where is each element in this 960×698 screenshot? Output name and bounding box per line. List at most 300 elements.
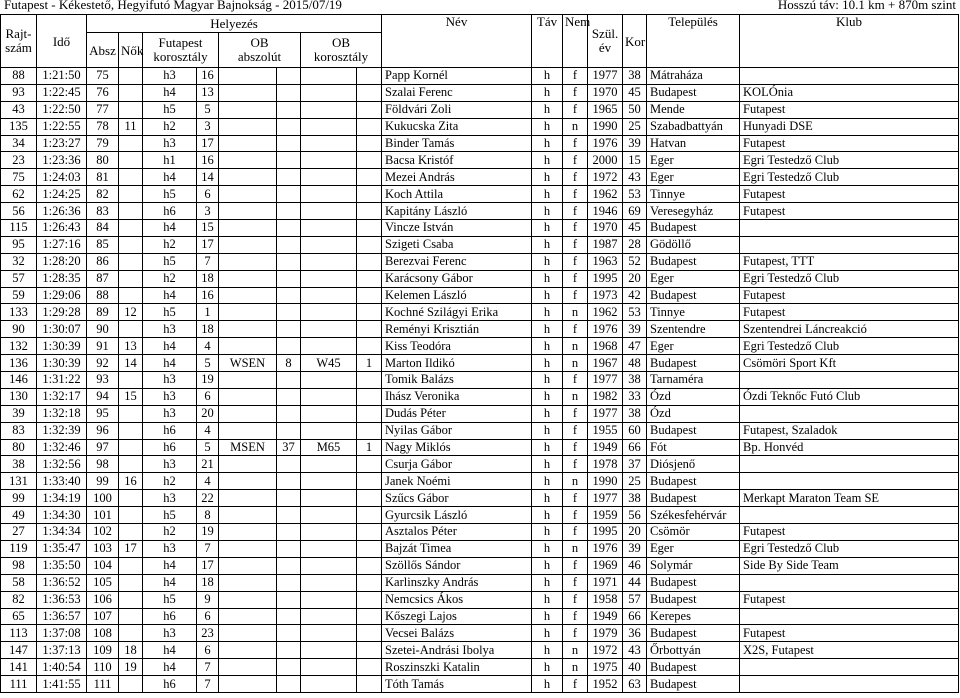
cell-klub (740, 659, 959, 676)
table-row (1, 287, 959, 304)
cell-ob-abs-kat (219, 405, 277, 422)
cell-tav: h (532, 84, 563, 101)
cell-kor: 53 (623, 186, 647, 203)
cell-ob-kor-kat (301, 388, 357, 405)
cell-szul-ev: 1990 (588, 118, 623, 135)
cell-nok (119, 253, 143, 270)
cell-klub: Futapest (740, 625, 959, 642)
cell-telepules: Veresegyház (647, 203, 740, 220)
event-title: Futapest - Kékestető, Hegyifutó Magyar Bajnokság - 2015/07/19 (4, 0, 342, 12)
cell-nem: f (563, 101, 588, 118)
cell-szul-ev: 1963 (588, 253, 623, 270)
cell-telepules: Budapest (647, 253, 740, 270)
cell-tav: h (532, 372, 563, 389)
cell-kor-helyezes: 20 (197, 405, 219, 422)
cell-nem: f (563, 439, 588, 456)
cell-kor-helyezes: 4 (197, 338, 219, 355)
cell-kor-csoport: h2 (143, 524, 197, 541)
cell-rajtszam: 58 (1, 574, 37, 591)
cell-ob-abs-hely (277, 456, 301, 473)
cell-ob-abs-hely (277, 304, 301, 321)
cell-kor: 45 (623, 220, 647, 237)
cell-nev: Nagy Miklós (382, 439, 532, 456)
table-row (1, 659, 959, 676)
cell-ob-abs-hely (277, 270, 301, 287)
col-klub: Klub (740, 15, 959, 68)
cell-szul-ev: 1977 (588, 68, 623, 85)
cell-telepules: Kerepes (647, 608, 740, 625)
cell-szul-ev: 1982 (588, 388, 623, 405)
cell-telepules: Budapest (647, 625, 740, 642)
cell-rajtszam: 99 (1, 490, 37, 507)
cell-nem: f (563, 135, 588, 152)
table-row (1, 169, 959, 186)
cell-ob-abs-kat (219, 574, 277, 591)
cell-ob-abs-hely (277, 591, 301, 608)
cell-nem: n (563, 118, 588, 135)
cell-tav: h (532, 524, 563, 541)
cell-kor-csoport: h4 (143, 169, 197, 186)
cell-telepules: Szabadbattyán (647, 118, 740, 135)
cell-ob-abs-kat (219, 236, 277, 253)
cell-rajtszam: 34 (1, 135, 37, 152)
cell-ob-kor-kat (301, 574, 357, 591)
cell-absz: 81 (87, 169, 119, 186)
cell-absz: 84 (87, 220, 119, 237)
cell-telepules: Csömör (647, 524, 740, 541)
col-nok: Nők (119, 33, 143, 68)
cell-rajtszam: 65 (1, 608, 37, 625)
cell-nem: f (563, 321, 588, 338)
cell-rajtszam: 32 (1, 253, 37, 270)
cell-tav: h (532, 321, 563, 338)
cell-klub: Ózdi Teknőc Futó Club (740, 388, 959, 405)
cell-rajtszam: 93 (1, 84, 37, 101)
cell-ob-abs-kat (219, 591, 277, 608)
cell-kor-csoport: h5 (143, 186, 197, 203)
col-tav: Táv (532, 15, 563, 68)
cell-klub (740, 236, 959, 253)
cell-rajtszam: 59 (1, 287, 37, 304)
cell-ido: 1:30:39 (37, 338, 87, 355)
cell-nok (119, 236, 143, 253)
cell-absz: 85 (87, 236, 119, 253)
table-row (1, 338, 959, 355)
cell-ob-kor-hely (357, 338, 382, 355)
table-row (1, 236, 959, 253)
col-ob-abszolut: OB abszolút (219, 33, 301, 68)
cell-kor-helyezes: 18 (197, 321, 219, 338)
cell-kor-csoport: h4 (143, 574, 197, 591)
cell-klub: Futapest (740, 591, 959, 608)
cell-nem: f (563, 574, 588, 591)
cell-ob-abs-kat (219, 422, 277, 439)
cell-kor-helyezes: 4 (197, 422, 219, 439)
cell-ob-abs-hely (277, 186, 301, 203)
cell-kor-csoport: h3 (143, 405, 197, 422)
cell-kor-helyezes: 17 (197, 236, 219, 253)
cell-ob-abs-kat (219, 659, 277, 676)
cell-rajtszam: 39 (1, 405, 37, 422)
cell-nev: Kiss Teodóra (382, 338, 532, 355)
cell-ob-kor-hely (357, 101, 382, 118)
cell-kor: 25 (623, 118, 647, 135)
cell-kor: 63 (623, 676, 647, 693)
cell-nev: Szetei-Andrási Ibolya (382, 642, 532, 659)
cell-rajtszam: 83 (1, 422, 37, 439)
cell-nev: Gyurcsik László (382, 507, 532, 524)
cell-szul-ev: 1990 (588, 473, 623, 490)
cell-telepules: Fót (647, 439, 740, 456)
cell-ob-kor-hely (357, 659, 382, 676)
cell-kor: 33 (623, 388, 647, 405)
cell-ob-abs-kat (219, 253, 277, 270)
cell-kor-helyezes: 17 (197, 135, 219, 152)
cell-klub: Futapest (740, 101, 959, 118)
cell-tav: h (532, 355, 563, 372)
cell-nev: Karácsony Gábor (382, 270, 532, 287)
cell-telepules: Budapest (647, 676, 740, 693)
table-row (1, 676, 959, 693)
cell-klub (740, 473, 959, 490)
table-row (1, 439, 959, 456)
cell-nok (119, 608, 143, 625)
cell-kor-helyezes: 3 (197, 118, 219, 135)
cell-klub: Egri Testedző Club (740, 169, 959, 186)
cell-nem: f (563, 507, 588, 524)
cell-szul-ev: 1970 (588, 84, 623, 101)
cell-klub: Egri Testedző Club (740, 152, 959, 169)
cell-ob-kor-hely (357, 405, 382, 422)
cell-kor-helyezes: 6 (197, 642, 219, 659)
cell-kor-csoport: h4 (143, 220, 197, 237)
cell-tav: h (532, 186, 563, 203)
table-row (1, 304, 959, 321)
cell-nem: n (563, 540, 588, 557)
cell-kor: 38 (623, 405, 647, 422)
cell-nev: Nemcsics Ákos (382, 591, 532, 608)
cell-kor: 44 (623, 574, 647, 591)
cell-kor: 52 (623, 253, 647, 270)
table-row (1, 574, 959, 591)
cell-nok (119, 270, 143, 287)
table-row (1, 456, 959, 473)
cell-ob-abs-kat (219, 456, 277, 473)
cell-ob-kor-kat (301, 338, 357, 355)
cell-ob-abs-hely (277, 524, 301, 541)
cell-ob-abs-kat (219, 203, 277, 220)
cell-telepules: Szentendre (647, 321, 740, 338)
cell-nok (119, 321, 143, 338)
cell-klub: Merkapt Maraton Team SE (740, 490, 959, 507)
cell-rajtszam: 115 (1, 220, 37, 237)
cell-absz: 96 (87, 422, 119, 439)
cell-ob-abs-kat (219, 608, 277, 625)
cell-ob-kor-hely (357, 84, 382, 101)
cell-ob-abs-kat: WSEN (219, 355, 277, 372)
table-row (1, 557, 959, 574)
cell-ob-kor-kat (301, 608, 357, 625)
cell-absz: 87 (87, 270, 119, 287)
cell-tav: h (532, 625, 563, 642)
cell-kor-csoport: h3 (143, 540, 197, 557)
cell-tav: h (532, 388, 563, 405)
cell-ob-abs-hely (277, 473, 301, 490)
cell-nok (119, 574, 143, 591)
cell-klub (740, 456, 959, 473)
cell-kor-helyezes: 4 (197, 473, 219, 490)
cell-ob-kor-hely (357, 304, 382, 321)
cell-nev: Mezei András (382, 169, 532, 186)
cell-kor-csoport: h5 (143, 253, 197, 270)
cell-telepules: Eger (647, 270, 740, 287)
cell-ob-kor-kat (301, 540, 357, 557)
cell-ido: 1:36:57 (37, 608, 87, 625)
table-row (1, 507, 959, 524)
cell-ob-kor-hely: 1 (357, 439, 382, 456)
cell-klub: Futapest (740, 287, 959, 304)
cell-ob-kor-hely (357, 608, 382, 625)
cell-kor-csoport: h6 (143, 422, 197, 439)
cell-ob-kor-kat: W45 (301, 355, 357, 372)
cell-ob-abs-hely (277, 287, 301, 304)
cell-szul-ev: 1976 (588, 540, 623, 557)
cell-absz: 75 (87, 68, 119, 85)
cell-absz: 93 (87, 372, 119, 389)
cell-nok (119, 490, 143, 507)
cell-rajtszam: 136 (1, 355, 37, 372)
cell-rajtszam: 80 (1, 439, 37, 456)
cell-ob-abs-hely (277, 676, 301, 693)
cell-telepules: Ózd (647, 405, 740, 422)
cell-rajtszam: 90 (1, 321, 37, 338)
cell-nok: 16 (119, 473, 143, 490)
cell-ob-kor-hely (357, 253, 382, 270)
cell-kor-csoport: h6 (143, 608, 197, 625)
cell-nev: Vecsei Balázs (382, 625, 532, 642)
cell-ido: 1:37:13 (37, 642, 87, 659)
cell-kor-helyezes: 7 (197, 659, 219, 676)
cell-tav: h (532, 574, 563, 591)
cell-telepules: Ózd (647, 388, 740, 405)
cell-ob-kor-kat (301, 253, 357, 270)
cell-ob-abs-kat (219, 304, 277, 321)
cell-szul-ev: 1972 (588, 642, 623, 659)
cell-absz: 90 (87, 321, 119, 338)
cell-nok (119, 439, 143, 456)
cell-ob-kor-hely (357, 473, 382, 490)
cell-ob-kor-hely (357, 456, 382, 473)
cell-rajtszam: 147 (1, 642, 37, 659)
cell-ob-abs-hely (277, 236, 301, 253)
cell-ido: 1:24:25 (37, 186, 87, 203)
cell-nem: n (563, 642, 588, 659)
cell-ob-abs-kat (219, 68, 277, 85)
cell-klub: Futapest (740, 135, 959, 152)
cell-nem: f (563, 372, 588, 389)
cell-szul-ev: 1977 (588, 405, 623, 422)
cell-szul-ev: 1965 (588, 101, 623, 118)
cell-ob-kor-kat (301, 236, 357, 253)
cell-klub: Futapest (740, 524, 959, 541)
cell-szul-ev: 1955 (588, 422, 623, 439)
cell-ido: 1:36:52 (37, 574, 87, 591)
cell-nem: n (563, 304, 588, 321)
cell-kor-helyezes: 21 (197, 456, 219, 473)
cell-klub (740, 507, 959, 524)
table-row (1, 422, 959, 439)
cell-nem: n (563, 338, 588, 355)
cell-szul-ev: 1959 (588, 507, 623, 524)
cell-kor-csoport: h6 (143, 439, 197, 456)
cell-szul-ev: 1946 (588, 203, 623, 220)
cell-nok (119, 203, 143, 220)
cell-ob-kor-hely (357, 676, 382, 693)
results-table (0, 14, 959, 693)
cell-rajtszam: 119 (1, 540, 37, 557)
cell-szul-ev: 1949 (588, 439, 623, 456)
cell-nev: Földvári Zoli (382, 101, 532, 118)
cell-nok (119, 591, 143, 608)
cell-tav: h (532, 456, 563, 473)
cell-telepules: Budapest (647, 490, 740, 507)
cell-ido: 1:26:43 (37, 220, 87, 237)
cell-klub (740, 676, 959, 693)
cell-tav: h (532, 557, 563, 574)
cell-tav: h (532, 236, 563, 253)
cell-klub (740, 68, 959, 85)
cell-tav: h (532, 152, 563, 169)
cell-telepules: Eger (647, 540, 740, 557)
cell-ob-abs-hely (277, 321, 301, 338)
cell-tav: h (532, 676, 563, 693)
cell-nev: Bajzát Timea (382, 540, 532, 557)
cell-ido: 1:21:50 (37, 68, 87, 85)
cell-nev: Reményi Krisztián (382, 321, 532, 338)
cell-kor-helyezes: 16 (197, 287, 219, 304)
cell-tav: h (532, 270, 563, 287)
table-row (1, 186, 959, 203)
cell-ob-abs-kat: MSEN (219, 439, 277, 456)
table-row (1, 253, 959, 270)
cell-kor-csoport: h4 (143, 287, 197, 304)
cell-kor-csoport: h2 (143, 270, 197, 287)
cell-ob-kor-kat (301, 220, 357, 237)
cell-ob-kor-hely (357, 169, 382, 186)
cell-szul-ev: 1968 (588, 338, 623, 355)
cell-kor-csoport: h5 (143, 304, 197, 321)
cell-nev: Szigeti Csaba (382, 236, 532, 253)
cell-kor-csoport: h5 (143, 101, 197, 118)
table-row (1, 388, 959, 405)
cell-ob-kor-hely (357, 287, 382, 304)
cell-kor-csoport: h3 (143, 490, 197, 507)
cell-ob-kor-hely (357, 625, 382, 642)
cell-ob-abs-hely (277, 84, 301, 101)
cell-ob-kor-kat (301, 84, 357, 101)
cell-rajtszam: 56 (1, 203, 37, 220)
cell-klub: Csömöri Sport Kft (740, 355, 959, 372)
cell-szul-ev: 1976 (588, 321, 623, 338)
cell-telepules: Őrbottyán (647, 642, 740, 659)
cell-nok: 12 (119, 304, 143, 321)
cell-klub: Hunyadi DSE (740, 118, 959, 135)
cell-ob-kor-kat (301, 473, 357, 490)
cell-tav: h (532, 439, 563, 456)
cell-nem: f (563, 608, 588, 625)
cell-rajtszam: 38 (1, 456, 37, 473)
cell-tav: h (532, 253, 563, 270)
cell-absz: 77 (87, 101, 119, 118)
cell-klub: Bp. Honvéd (740, 439, 959, 456)
cell-telepules: Mende (647, 101, 740, 118)
cell-ob-abs-kat (219, 473, 277, 490)
table-row (1, 524, 959, 541)
cell-nem: f (563, 405, 588, 422)
cell-nem: f (563, 676, 588, 693)
cell-ob-kor-kat (301, 557, 357, 574)
cell-nem: f (563, 270, 588, 287)
cell-kor: 40 (623, 659, 647, 676)
cell-szul-ev: 1949 (588, 608, 623, 625)
cell-ido: 1:32:18 (37, 405, 87, 422)
cell-nok (119, 524, 143, 541)
cell-ido: 1:35:50 (37, 557, 87, 574)
table-row (1, 608, 959, 625)
cell-rajtszam: 113 (1, 625, 37, 642)
cell-nev: Szűcs Gábor (382, 490, 532, 507)
cell-nok (119, 220, 143, 237)
cell-nev: Szalai Ferenc (382, 84, 532, 101)
cell-nev: Janek Noémi (382, 473, 532, 490)
cell-ob-kor-kat (301, 135, 357, 152)
cell-kor: 28 (623, 236, 647, 253)
cell-absz: 100 (87, 490, 119, 507)
cell-klub: Szentendrei Láncreakció (740, 321, 959, 338)
cell-telepules: Budapest (647, 220, 740, 237)
cell-ob-abs-hely (277, 135, 301, 152)
cell-klub: X2S, Futapest (740, 642, 959, 659)
cell-kor: 20 (623, 524, 647, 541)
cell-tav: h (532, 135, 563, 152)
table-row (1, 68, 959, 85)
cell-nok: 11 (119, 118, 143, 135)
cell-ob-kor-kat (301, 118, 357, 135)
cell-ob-kor-hely (357, 490, 382, 507)
cell-nev: Kukucska Zita (382, 118, 532, 135)
cell-kor-csoport: h5 (143, 591, 197, 608)
table-row (1, 135, 959, 152)
cell-kor-csoport: h6 (143, 676, 197, 693)
cell-ob-abs-kat (219, 372, 277, 389)
cell-ob-kor-hely (357, 220, 382, 237)
table-row (1, 473, 959, 490)
cell-kor: 66 (623, 608, 647, 625)
cell-telepules: Diósjenő (647, 456, 740, 473)
cell-absz: 88 (87, 287, 119, 304)
cell-kor: 20 (623, 270, 647, 287)
cell-rajtszam: 130 (1, 388, 37, 405)
cell-tav: h (532, 405, 563, 422)
cell-szul-ev: 1969 (588, 557, 623, 574)
cell-ido: 1:28:20 (37, 253, 87, 270)
cell-ob-abs-kat (219, 169, 277, 186)
cell-kor: 25 (623, 473, 647, 490)
cell-absz: 86 (87, 253, 119, 270)
table-row (1, 642, 959, 659)
cell-kor-helyezes: 6 (197, 608, 219, 625)
cell-ob-abs-hely (277, 253, 301, 270)
